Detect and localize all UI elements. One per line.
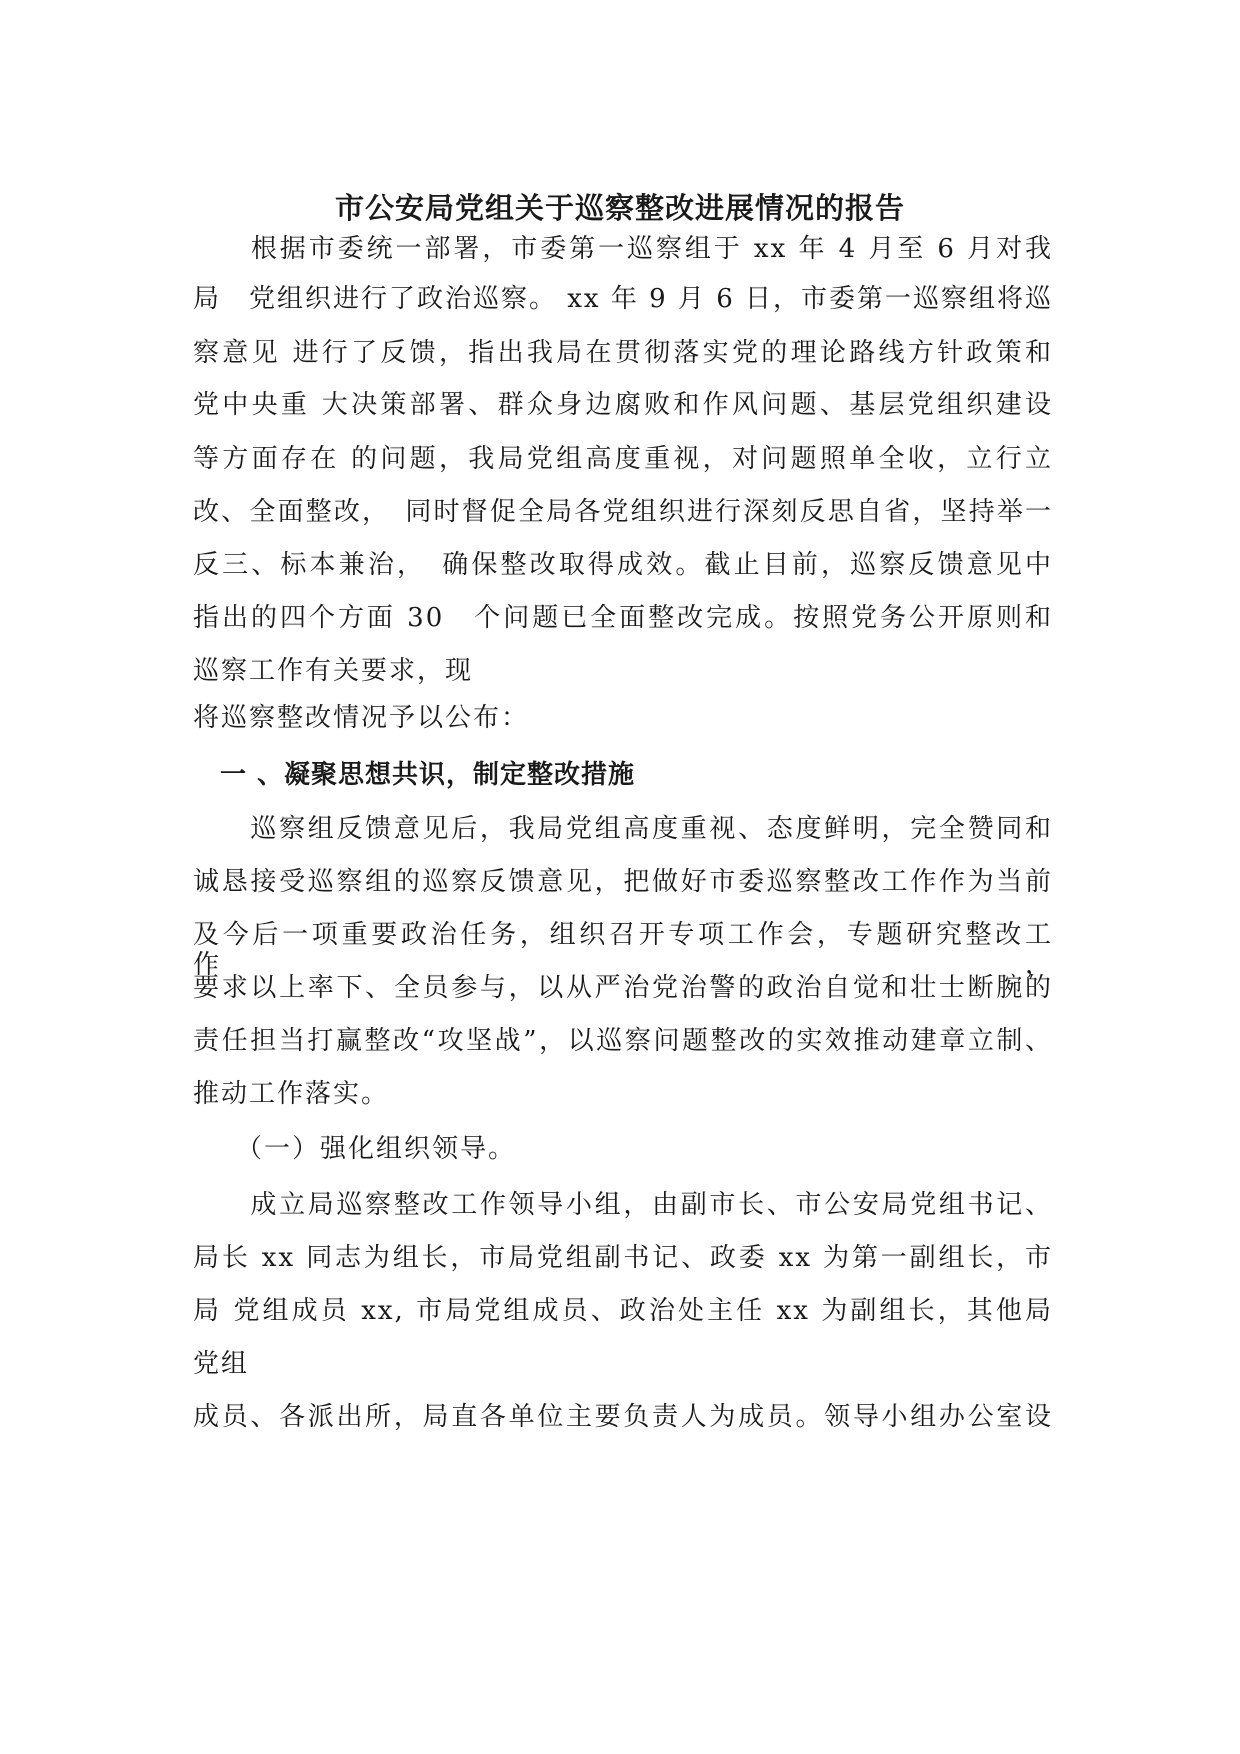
paragraph-line: 成立局巡察整改工作领导小组，由副市长、市公安局党组书记、 — [193, 1190, 1053, 1220]
document-title: 市公安局党组关于巡察整改进展情况的报告 — [334, 191, 905, 225]
paragraph-line: 巡察工作有关要求，现 — [193, 656, 474, 686]
paragraph-line: 成员、各派出所，局直各单位主要负责人为成员。领导小组办公室设 — [193, 1402, 1053, 1432]
paragraph-line: 改、全面整改， 同时督促全局各党组织进行深刻反思自省，坚持举一 — [193, 497, 1053, 527]
paragraph-line: 要求以上率下、全员参与，以从严治党治警的政治自觉和壮士断腕的 — [193, 973, 1053, 1003]
section-heading: 一 、凝聚思想共识，制定整改措施 — [193, 760, 636, 790]
subsection-heading: （一）强化组织领导。 — [193, 1134, 517, 1164]
paragraph-line: 等方面存在 的问题，我局党组高度重视，对问题照单全收，立行立 — [193, 444, 1053, 474]
paragraph-line: 指出的四个方面 30 个问题已全面整改完成。按照党务公开原则和 — [193, 603, 1053, 633]
paragraph-line: 根据市委统一部署，市委第一巡察组于 xx 年 4 月至 6 月对我 — [193, 234, 1053, 264]
paragraph-line: 诚恳接受巡察组的巡察反馈意见，把做好市委巡察整改工作作为当前 — [193, 867, 1053, 897]
paragraph-line: 推动工作落实。 — [193, 1079, 390, 1109]
paragraph-line: 局 党组成员 xx, 市局党组成员、政治处主任 xx 为副组长，其他局 — [193, 1296, 1053, 1326]
paragraph-line: 察意见 进行了反馈，指出我局在贯彻落实党的理论路线方针政策和 — [193, 338, 1053, 368]
paragraph-line: 责任担当打赢整改“攻坚战”，以巡察问题整改的实效推动建章立制、 — [193, 1026, 1053, 1056]
paragraph-line: 反三、标本兼治， 确保整改取得成效。截止目前，巡察反馈意见中 — [193, 550, 1053, 580]
paragraph-line: 及今后一项重要政治任务，组织召开专项工作会，专题研究整改工作， — [193, 920, 1053, 980]
paragraph-line: 党中央重 大决策部署、群众身边腐败和作风问题、基层党组织建设 — [193, 390, 1053, 420]
paragraph-line: 巡察组反馈意见后，我局党组高度重视、态度鲜明，完全赞同和 — [193, 814, 1053, 844]
paragraph-line: 党组 — [193, 1349, 250, 1379]
paragraph-line: 将巡察整改情况予以公布： — [193, 703, 530, 733]
paragraph-line: 局长 xx 同志为组长，市局党组副书记、政委 xx 为第一副组长，市 — [193, 1243, 1053, 1273]
paragraph-line: 局 党组织进行了政治巡察。 xx 年 9 月 6 日，市委第一巡察组将巡 — [193, 284, 1053, 314]
